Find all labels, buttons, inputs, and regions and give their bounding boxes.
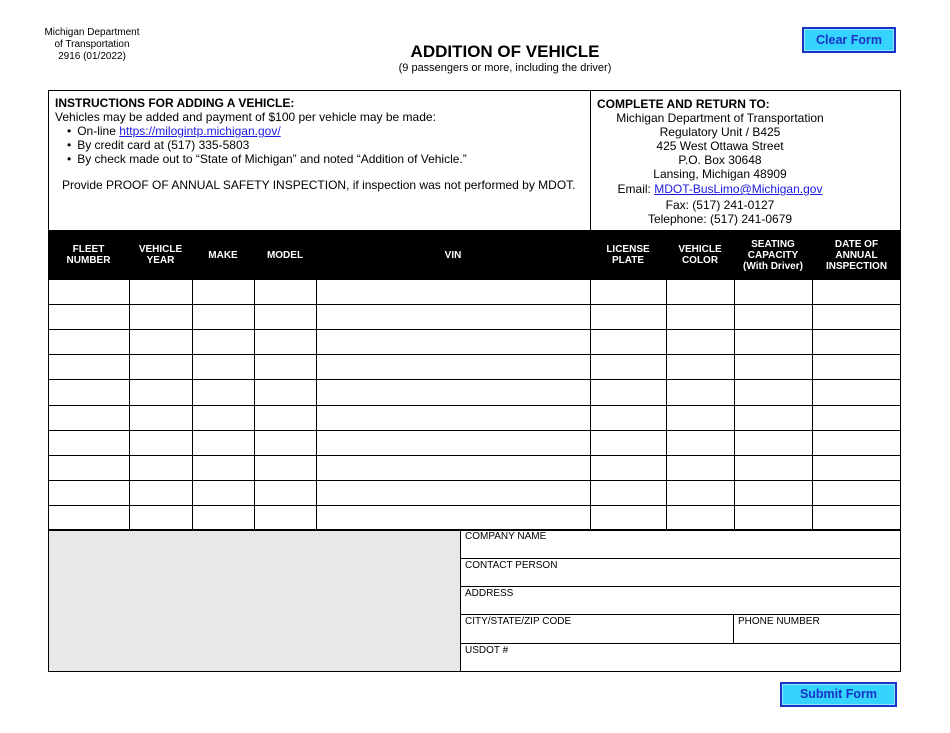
table-cell-input[interactable] [193, 355, 254, 379]
column-header-1 [129, 231, 192, 279]
column-header-7 [734, 231, 812, 279]
table-cell-input[interactable] [591, 506, 666, 530]
payment-online [67, 124, 585, 138]
table-cell-input[interactable] [317, 380, 590, 404]
table-cell-input[interactable] [317, 305, 590, 329]
usdot-input[interactable] [461, 657, 901, 671]
email-label: Email: [617, 182, 655, 196]
table-cell-input[interactable] [255, 330, 316, 354]
column-header-line: ANNUAL [835, 249, 878, 261]
table-cell-input[interactable] [193, 330, 254, 354]
table-cell-input[interactable] [130, 506, 192, 530]
table-cell-input[interactable] [317, 280, 590, 304]
table-cell-input[interactable] [591, 406, 666, 430]
table-cell-input[interactable] [735, 456, 812, 480]
form-number: 2916 (01/2022) [58, 51, 126, 62]
table-cell-input[interactable] [735, 355, 812, 379]
table-cell-input[interactable] [317, 506, 590, 530]
table-cell-input[interactable] [591, 280, 666, 304]
instructions-heading: INSTRUCTIONS FOR ADDING A VEHICLE: [55, 96, 295, 110]
column-header-label [826, 239, 887, 272]
table-cell-input[interactable] [255, 456, 316, 480]
address-input[interactable] [461, 600, 901, 614]
return-to-section [597, 97, 897, 226]
column-header-8 [812, 231, 901, 279]
table-cell-input[interactable] [49, 431, 129, 455]
column-header-4 [316, 231, 590, 279]
column-header-label [743, 239, 803, 272]
company-line-1 [460, 558, 901, 559]
column-header-line: LICENSE [606, 244, 650, 255]
table-cell-input[interactable] [130, 280, 192, 304]
address-label: ADDRESS [465, 588, 514, 599]
company-line-4 [460, 643, 901, 644]
city-state-zip-input[interactable] [461, 628, 733, 642]
table-cell-input[interactable] [193, 506, 254, 530]
agency-name-line2: of Transportation [54, 39, 130, 50]
table-cell-input[interactable] [255, 406, 316, 430]
payment-methods-list [55, 124, 585, 166]
column-header-0 [48, 231, 129, 279]
page-subtitle: (9 passengers or more, including the driver) [398, 62, 612, 74]
column-header-line: FLEET [72, 244, 105, 255]
table-cell-input[interactable] [735, 481, 812, 505]
column-header-label [678, 244, 721, 266]
column-header-line: YEAR [146, 255, 175, 266]
info-divider [590, 90, 591, 231]
table-cell-input[interactable] [735, 330, 812, 354]
table-cell-input[interactable] [667, 355, 734, 379]
return-line-1: Michigan Department of Transportation [616, 111, 824, 125]
shaded-area [49, 531, 460, 671]
table-cell-input[interactable] [255, 280, 316, 304]
column-header-label [606, 244, 649, 266]
table-cell-input[interactable] [193, 380, 254, 404]
online-prefix: On-line [77, 124, 120, 138]
table-cell-input[interactable] [130, 456, 192, 480]
table-cell-input[interactable] [591, 481, 666, 505]
company-name-input[interactable] [461, 543, 901, 558]
column-header-line: NUMBER [66, 255, 111, 266]
table-cell-input[interactable] [667, 305, 734, 329]
column-header-3 [254, 231, 316, 279]
table-cell-input[interactable] [813, 431, 901, 455]
table-cell-input[interactable] [591, 355, 666, 379]
return-line-4: P.O. Box 30648 [678, 153, 762, 167]
column-header-line: PLATE [611, 255, 645, 266]
column-header-line: VEHICLE [678, 244, 722, 255]
table-cell-input[interactable] [735, 406, 812, 430]
column-header-label [267, 250, 303, 261]
return-line-3: 425 West Ottawa Street [656, 139, 784, 153]
table-cell-input[interactable] [130, 355, 192, 379]
table-cell-input[interactable] [255, 305, 316, 329]
agency-block [42, 27, 142, 63]
company-line-3 [460, 614, 901, 615]
phone-number-label: PHONE NUMBER [738, 616, 820, 627]
table-cell-input[interactable] [255, 380, 316, 404]
online-payment-link[interactable]: https://milogintp.michigan.gov/ [119, 124, 281, 138]
return-fax: Fax: (517) 241-0127 [665, 198, 775, 212]
instructions-intro: Vehicles may be added and payment of $100 per vehicle may be made: [55, 110, 436, 124]
column-header-line: SEATING [751, 238, 795, 250]
city-state-zip-label: CITY/STATE/ZIP CODE [465, 616, 572, 627]
agency-name-line1: Michigan Department [44, 27, 140, 38]
column-header-line: CAPACITY [747, 249, 799, 261]
table-cell-input[interactable] [813, 280, 901, 304]
table-cell-input[interactable] [317, 406, 590, 430]
table-cell-input[interactable] [591, 380, 666, 404]
table-cell-input[interactable] [813, 355, 901, 379]
column-header-label [208, 250, 237, 261]
company-line-2 [460, 586, 901, 587]
payment-check: • By check made out to “State of Michigan” and noted “Addition of Vehicle.” [67, 152, 585, 166]
column-header-line: VEHICLE [138, 244, 183, 255]
table-cell-input[interactable] [193, 305, 254, 329]
table-cell-input[interactable] [49, 280, 129, 304]
table-cell-input[interactable] [193, 431, 254, 455]
table-cell-input[interactable] [667, 506, 734, 530]
table-cell-input[interactable] [735, 280, 812, 304]
table-cell-input[interactable] [813, 305, 901, 329]
return-line-5: Lansing, Michigan 48909 [653, 167, 787, 181]
column-header-line: (With Driver) [743, 260, 803, 272]
table-cell-input[interactable] [667, 380, 734, 404]
table-cell-input[interactable] [667, 280, 734, 304]
table-cell-input[interactable] [49, 355, 129, 379]
table-cell-input[interactable] [317, 355, 590, 379]
company-name-label: COMPANY NAME [465, 531, 547, 542]
contact-person-input[interactable] [461, 572, 901, 586]
column-header-label [139, 244, 182, 266]
email-link[interactable]: MDOT-BusLimo@Michigan.gov [654, 182, 823, 196]
table-cell-input[interactable] [667, 406, 734, 430]
column-header-line: MAKE [208, 249, 238, 261]
column-header-line: COLOR [681, 255, 719, 266]
table-cell-input[interactable] [667, 330, 734, 354]
table-cell-input[interactable] [255, 506, 316, 530]
column-header-line: MODEL [266, 249, 304, 261]
table-cell-input[interactable] [813, 380, 901, 404]
column-header-line: DATE OF [834, 238, 879, 250]
column-header-line: VIN [444, 249, 462, 261]
table-cell-input[interactable] [813, 330, 901, 354]
table-cell-input[interactable] [317, 456, 590, 480]
table-cell-input[interactable] [317, 330, 590, 354]
payment-credit-card: • By credit card at (517) 335-5803 [67, 138, 585, 152]
table-cell-input[interactable] [255, 481, 316, 505]
table-cell-input[interactable] [130, 380, 192, 404]
table-cell-input[interactable] [667, 456, 734, 480]
return-heading: COMPLETE AND RETURN TO: [597, 97, 770, 111]
return-email-row [597, 182, 843, 196]
column-header-6 [666, 231, 734, 279]
column-header-5 [590, 231, 666, 279]
column-header-label [445, 250, 462, 261]
table-cell-input[interactable] [667, 481, 734, 505]
submit-form-button[interactable]: Submit Form [780, 682, 897, 707]
return-phone: Telephone: (517) 241-0679 [647, 212, 793, 226]
table-cell-input[interactable] [130, 406, 192, 430]
table-cell-input[interactable] [130, 305, 192, 329]
table-cell-input[interactable] [813, 406, 901, 430]
table-cell-input[interactable] [735, 506, 812, 530]
table-cell-input[interactable] [667, 431, 734, 455]
table-cell-input[interactable] [255, 355, 316, 379]
table-cell-input[interactable] [130, 330, 192, 354]
table-cell-input[interactable] [591, 431, 666, 455]
column-header-line: INSPECTION [825, 260, 888, 272]
table-cell-input[interactable] [735, 380, 812, 404]
table-cell-input[interactable] [591, 330, 666, 354]
table-cell-input[interactable] [49, 481, 129, 505]
table-cell-input[interactable] [813, 506, 901, 530]
table-cell-input[interactable] [49, 305, 129, 329]
table-cell-input[interactable] [735, 305, 812, 329]
table-cell-input[interactable] [130, 481, 192, 505]
table-cell-input[interactable] [193, 456, 254, 480]
table-cell-input[interactable] [317, 481, 590, 505]
table-cell-input[interactable] [735, 431, 812, 455]
table-cell-input[interactable] [193, 280, 254, 304]
table-cell-input[interactable] [49, 330, 129, 354]
column-header-2 [192, 231, 254, 279]
table-cell-input[interactable] [193, 406, 254, 430]
table-cell-input[interactable] [193, 481, 254, 505]
page-title: ADDITION OF VEHICLE [410, 42, 600, 61]
phone-number-input[interactable] [734, 628, 901, 642]
table-cell-input[interactable] [49, 456, 129, 480]
proof-of-inspection-note: Provide PROOF OF ANNUAL SAFETY INSPECTION, if inspection was not performed by MDOT. [62, 178, 576, 192]
clear-form-button[interactable]: Clear Form [802, 27, 896, 53]
table-cell-input[interactable] [255, 431, 316, 455]
usdot-label: USDOT # [465, 645, 509, 656]
table-cell-input[interactable] [813, 456, 901, 480]
column-header-label [67, 244, 111, 266]
contact-person-label: CONTACT PERSON [465, 560, 558, 571]
table-cell-input[interactable] [130, 431, 192, 455]
table-cell-input[interactable] [813, 481, 901, 505]
instructions-section [55, 96, 585, 192]
table-cell-input[interactable] [49, 506, 129, 530]
table-cell-input[interactable] [591, 456, 666, 480]
return-line-2: Regulatory Unit / B425 [659, 125, 781, 139]
table-cell-input[interactable] [317, 431, 590, 455]
table-cell-input[interactable] [591, 305, 666, 329]
table-cell-input[interactable] [49, 406, 129, 430]
table-cell-input[interactable] [49, 380, 129, 404]
